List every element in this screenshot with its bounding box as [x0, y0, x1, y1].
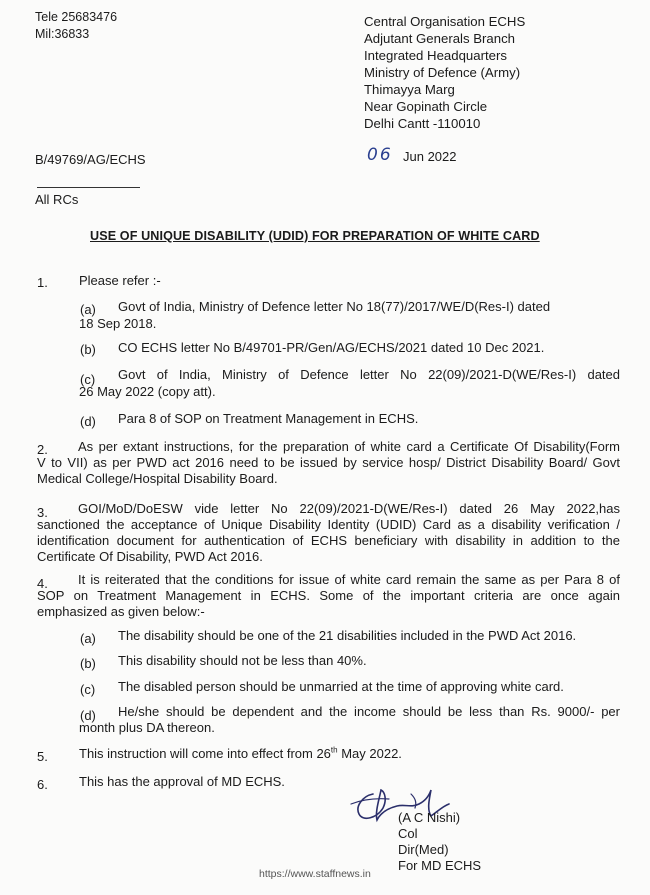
paragraph-number: 4.: [37, 576, 48, 591]
paragraph-number: 3.: [37, 505, 48, 520]
paragraph-line: GOI/MoD/DoESW vide letter No 22(09)/2021-D(WE/Res-I) dated 26 May 2022,has: [78, 501, 620, 516]
paragraph-line: Medical College/Hospital Disability Board.: [37, 471, 278, 486]
address-line: Central Organisation ECHS: [364, 14, 526, 29]
paragraph-number: 6.: [37, 777, 48, 792]
date-month-year: Jun 2022: [403, 149, 457, 164]
paragraph-line: SOP on Treatment Management in ECHS. Some of the important criteria are once again: [37, 588, 620, 603]
letter-title: USE OF UNIQUE DISABILITY (UDID) FOR PREPARATION OF WHITE CARD: [90, 229, 540, 243]
item-label: (b): [80, 656, 96, 671]
address-line: Delhi Cantt -110010: [364, 116, 481, 131]
item-text: The disability should be one of the 21 disabilities included in the PWD Act 2016.: [118, 628, 577, 643]
item-text: This disability should not be less than 40%.: [118, 653, 367, 668]
ordinal-suffix: th: [330, 745, 338, 755]
address-line: Near Gopinath Circle: [364, 99, 488, 114]
item-text: He/she should be dependent and the income should be less than Rs. 9000/- per: [118, 704, 620, 719]
item-text: Govt of India, Ministry of Defence letter No 18(77)/2017/WE/D(Res-I) dated: [118, 299, 551, 314]
item-text: 18 Sep 2018.: [79, 316, 157, 331]
item-label: (d): [80, 708, 96, 723]
military-number: Mil:36833: [35, 27, 90, 41]
signatory-for: For MD ECHS: [398, 858, 482, 873]
item-text: 26 May 2022 (copy att).: [79, 384, 216, 399]
paragraph-line: sanctioned the acceptance of Unique Disability Identity (UDID) Card as a disability verification /: [37, 517, 620, 532]
paragraph-intro: Please refer :-: [79, 273, 161, 288]
address-line: Integrated Headquarters: [364, 48, 507, 63]
addressee-rule: [37, 187, 140, 188]
website-watermark: https://www.staffnews.in: [259, 868, 371, 880]
reference-number: B/49769/AG/ECHS: [35, 152, 146, 167]
paragraph-line: It is reiterated that the conditions for issue of white card remain the same as per Para 8 of: [78, 572, 620, 587]
item-text: Govt of India, Ministry of Defence letter No 22(09)/2021-D(WE/Res-I) dated: [118, 367, 620, 382]
handwritten-date-day: 06: [367, 145, 393, 165]
paragraph-line: As per extant instructions, for the preparation of white card a Certificate Of Disability(Form: [78, 439, 620, 454]
item-text: month plus DA thereon.: [79, 720, 215, 735]
item-label: (b): [80, 342, 96, 357]
telephone-number: Tele 25683476: [35, 10, 118, 24]
paragraph-number: 5.: [37, 749, 48, 764]
paragraph-text: [79, 746, 402, 762]
item-label: (c): [80, 682, 96, 697]
paragraph-number: 1.: [37, 275, 48, 290]
effect-date-end: May 2022.: [337, 746, 402, 761]
address-line: Ministry of Defence (Army): [364, 65, 521, 80]
effect-text: This instruction will come into effect from 26: [79, 746, 331, 761]
address-line: Adjutant Generals Branch: [364, 31, 516, 46]
item-label: (d): [80, 414, 96, 429]
item-text: Para 8 of SOP on Treatment Management in ECHS.: [118, 411, 419, 426]
addressee: All RCs: [35, 192, 79, 207]
address-line: Thimayya Marg: [364, 82, 455, 97]
paragraph-line: identification document for authentication of ECHS beneficiary with disability in addition to the: [37, 533, 620, 548]
paragraph-line: Certificate Of Disability, PWD Act 2016.: [37, 549, 263, 564]
item-label: (a): [80, 631, 96, 646]
paragraph-text: This has the approval of MD ECHS.: [79, 774, 285, 789]
paragraph-line: emphasized as given below:-: [37, 604, 205, 619]
item-label: (a): [80, 302, 96, 317]
signatory-appointment: Dir(Med): [398, 842, 449, 857]
signatory-rank: Col: [398, 826, 418, 841]
paragraph-number: 2.: [37, 442, 48, 457]
item-text: CO ECHS letter No B/49701-PR/Gen/AG/ECHS/2021 dated 10 Dec 2021.: [118, 340, 545, 355]
signatory-name: (A C Nishi): [398, 810, 461, 825]
paragraph-line: V to VII) as per PWD act 2016 need to be issued by service hosp/ District Disability Board/ Govt: [37, 455, 620, 470]
item-label: (c): [80, 372, 96, 387]
item-text: The disabled person should be unmarried at the time of approving white card.: [118, 679, 564, 694]
